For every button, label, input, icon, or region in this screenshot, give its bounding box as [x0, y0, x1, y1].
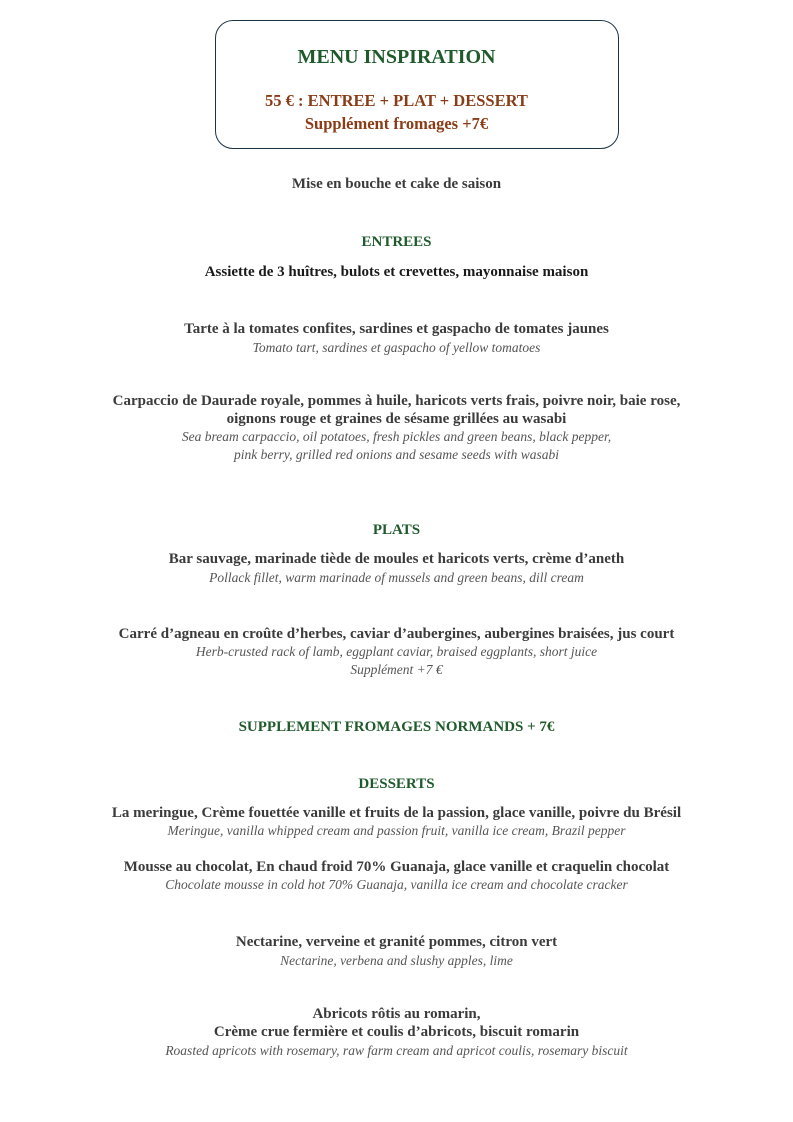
dish-supplement: Supplément +7 € [350, 662, 443, 677]
section-heading-plats: PLATS [372, 522, 421, 538]
dish-en: Sea bream carpaccio, oil potatoes, fresh pickles and green beans, black pepper, [181, 429, 612, 444]
section-heading-fromages: SUPPLEMENT FROMAGES NORMANDS + 7€ [238, 719, 555, 735]
amuse-bouche: Mise en bouche et cake de saison [291, 176, 502, 192]
dish-fr: Abricots rôtis au romarin, [312, 1006, 481, 1022]
dish-fr: Nectarine, verveine et granité pommes, citron vert [235, 934, 558, 950]
cheese-supplement: Supplément fromages +7€ [304, 114, 489, 133]
dish-fr: Tarte à la tomates confites, sardines et gaspacho de tomates jaunes [184, 321, 609, 337]
dish-fr: Assiette de 3 huîtres, bulots et crevettes, mayonnaise maison [204, 264, 589, 280]
dish-en: Nectarine, verbena and slushy apples, lime [280, 953, 513, 968]
menu-title: MENU INSPIRATION [297, 46, 496, 68]
dish-en: Chocolate mousse in cold hot 70% Guanaja, vanilla ice cream and chocolate cracker [165, 877, 628, 892]
dish-en: Tomato tart, sardines et gaspacho of yellow tomatoes [252, 340, 541, 355]
dish-fr: Carré d’agneau en croûte d’herbes, caviar d’aubergines, aubergines braisées, jus court [118, 626, 675, 642]
dish-en: Roasted apricots with rosemary, raw farm cream and apricot coulis, rosemary biscuit [165, 1043, 628, 1058]
dish-en: pink berry, grilled red onions and sesame seeds with wasabi [234, 447, 559, 462]
dish-fr: Mousse au chocolat, En chaud froid 70% Guanaja, glace vanille et craquelin chocolat [123, 859, 670, 875]
dish-fr: Bar sauvage, marinade tiède de moules et haricots verts, crème d’aneth [168, 551, 625, 567]
dish-en: Pollack fillet, warm marinade of mussels and green beans, dill cream [209, 570, 584, 585]
dish-fr: Crème crue fermière et coulis d’abricots, biscuit romarin [213, 1024, 580, 1040]
dish-en: Meringue, vanilla whipped cream and passion fruit, vanilla ice cream, Brazil pepper [167, 823, 626, 838]
section-heading-desserts: DESSERTS [358, 776, 435, 792]
dish-fr: Carpaccio de Daurade royale, pommes à huile, haricots verts frais, poivre noir, baie rose, [112, 393, 681, 409]
price-line: 55 € : ENTREE + PLAT + DESSERT [265, 91, 528, 110]
dish-fr: oignons rouge et graines de sésame grillées au wasabi [226, 411, 567, 427]
section-heading-entrees: ENTREES [361, 234, 432, 250]
dish-fr: La meringue, Crème fouettée vanille et fruits de la passion, glace vanille, poivre du Brésil [111, 805, 682, 821]
dish-en: Herb-crusted rack of lamb, eggplant caviar, braised eggplants, short juice [195, 644, 598, 659]
